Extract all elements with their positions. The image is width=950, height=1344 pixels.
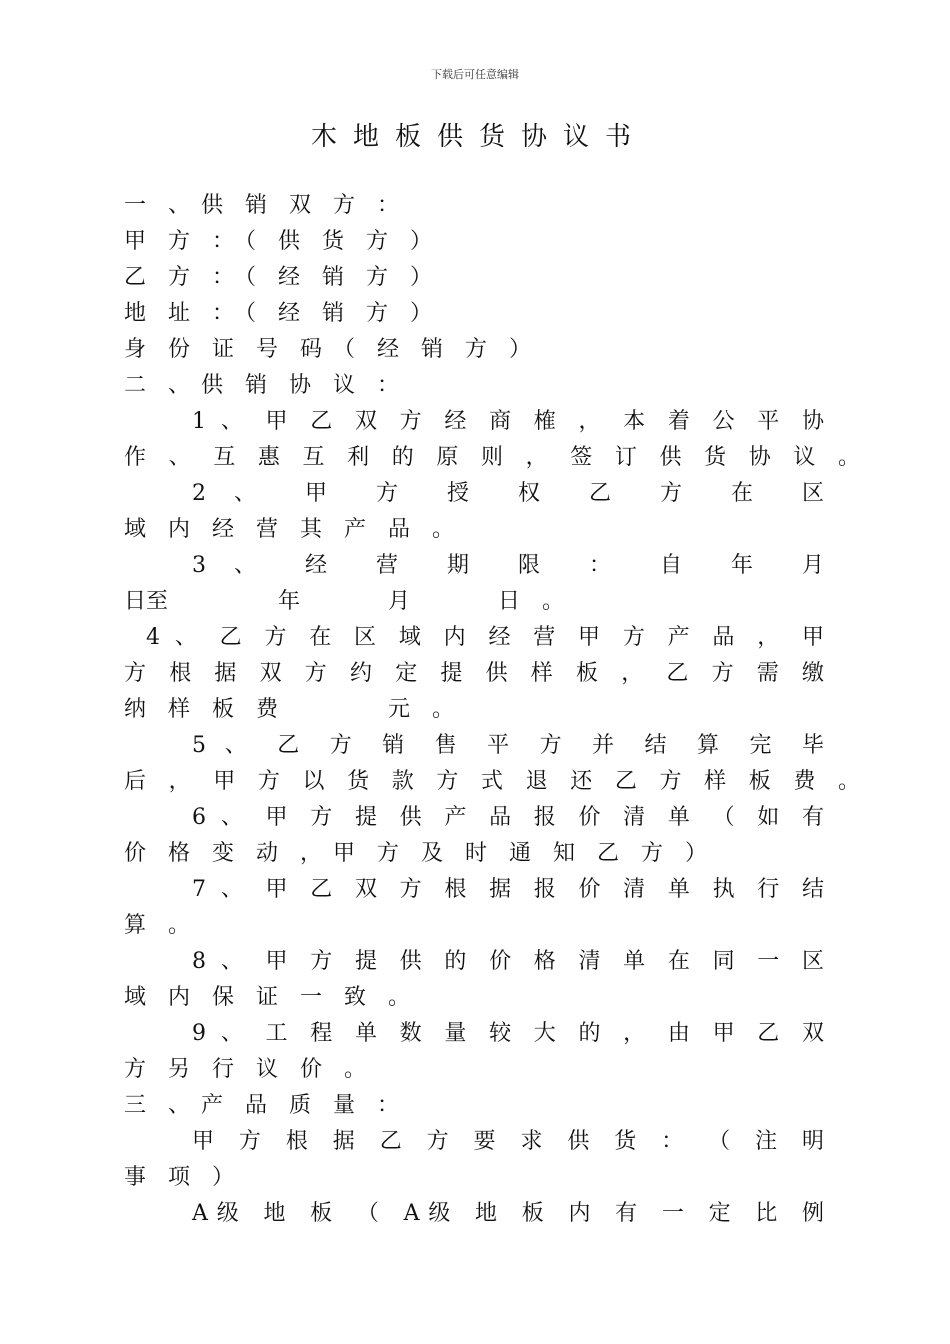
- clause-line: A级 地 板 （ A级 地 板 内 有 一 定 比 例: [192, 1201, 824, 1226]
- id-number-line: 身 份 证 号 码 （ 经 销 方 ）: [124, 337, 532, 362]
- clause-line: 7 、 甲 乙 双 方 根 据 报 价 清 单 执 行 结: [192, 877, 824, 902]
- clause-line: 后 ， 甲 方 以 货 款 方 式 退 还 乙 方 样 板 费 。: [124, 769, 860, 794]
- section-heading: 一 、 供 销 双 方 ：: [124, 193, 400, 218]
- address-line: 地 址 ： （ 经 销 方 ）: [124, 301, 433, 326]
- section-heading: 二 、 供 销 协 议 ：: [124, 373, 400, 398]
- clause-line: 事 项 ）: [124, 1165, 235, 1190]
- clause-line: 域 内 经 营 其 产 品 。: [124, 517, 455, 542]
- clause-line: 3 、 经 营 期 限 ： 自 年 月: [192, 553, 824, 578]
- clause-line: 9 、 工 程 单 数 量 较 大 的 ， 由 甲 乙 双: [192, 1021, 824, 1046]
- page-header: 下载后可任意编辑: [431, 68, 519, 81]
- clause-line: 甲 方 根 据 乙 方 要 求 供 货 ： （ 注 明: [192, 1129, 824, 1154]
- clause-line: 价 格 变 动 ， 甲 方 及 时 通 知 乙 方 ）: [124, 841, 708, 866]
- clause-line: 日至 年 月 日 。: [124, 589, 565, 614]
- clause-line: 8 、 甲 方 提 供 的 价 格 清 单 在 同 一 区: [192, 949, 824, 974]
- clause-line: 方 另 行 议 价 。: [124, 1057, 367, 1082]
- document-body: [124, 188, 860, 1232]
- document-title: 木地板供货协议书: [310, 122, 647, 152]
- clause-line: 4 、 乙 方 在 区 域 内 经 营 甲 方 产 品 ， 甲: [146, 625, 824, 650]
- clause-line: 作 、 互 惠 互 利 的 原 则 ， 签 订 供 货 协 议 。: [124, 445, 860, 470]
- party-a-line: 甲 方 ： （ 供 货 方 ）: [124, 229, 433, 254]
- clause-line: 域 内 保 证 一 致 。: [124, 985, 411, 1010]
- clause-line: 2 、 甲 方 授 权 乙 方 在 区: [192, 481, 824, 506]
- clause-line: 6 、 甲 方 提 供 产 品 报 价 清 单 （ 如 有: [192, 805, 824, 830]
- clause-line: 5 、 乙 方 销 售 平 方 并 结 算 完 毕: [192, 733, 824, 758]
- clause-line: 1 、 甲 乙 双 方 经 商 榷 ， 本 着 公 平 协: [192, 409, 824, 434]
- clause-line: 方 根 据 双 方 约 定 提 供 样 板 ， 乙 方 需 缴: [124, 661, 824, 686]
- section-heading: 三 、 产 品 质 量 ：: [124, 1093, 400, 1118]
- party-b-line: 乙 方 ： （ 经 销 方 ）: [124, 265, 433, 290]
- clause-line: 纳 样 板 费 元 。: [124, 697, 455, 722]
- clause-line: 算 。: [124, 913, 191, 938]
